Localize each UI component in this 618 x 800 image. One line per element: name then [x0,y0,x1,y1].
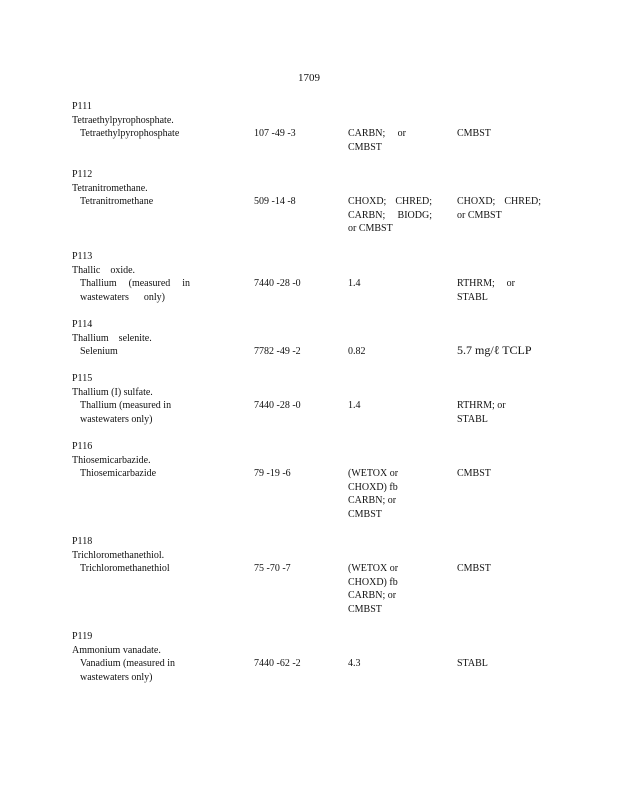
waste-name: Thallium (I) sulfate. [72,386,153,398]
waste-code: P114 [72,319,93,330]
cas-number: 7440 -28 -0 [254,278,301,289]
nonwastewater-line: STABL [457,291,488,303]
waste-name-word: oxide. [110,264,136,276]
nonwastewater-line: or [506,278,515,289]
nonwastewater-standard: CMBST [457,468,491,479]
waste-name [72,332,152,346]
nonwastewater-standard: CMBST [457,128,491,139]
constituent-line: wastewaters only) [80,413,153,425]
nonwastewater-line: or CMBST [457,209,502,221]
waste-code: P112 [72,169,93,180]
constituent-word: wastewaters [80,291,129,303]
wastewater-line: (WETOX or [348,563,399,574]
nonwastewater-standard [457,195,547,222]
nonwastewater-line: CHOXD; [457,196,496,207]
constituent-name [80,399,198,426]
nonwastewater-standard [457,399,547,426]
cas-number: 509 -14 -8 [254,196,296,207]
constituent-name: Tetraethylpyrophosphate [80,128,180,139]
waste-name-word: Thallic [72,264,101,276]
wastewater-line: CHOXD) fb [348,481,398,493]
constituent-line: Vanadium (measured in [80,658,175,669]
nonwastewater-standard: CMBST [457,563,491,574]
constituent-word: (measured [128,278,171,289]
cas-number: 7440 -28 -0 [254,400,301,411]
waste-name-word: Thallium [72,332,109,344]
cas-number: 7782 -49 -2 [254,346,301,357]
nonwastewater-line: STABL [457,413,488,425]
wastewater-standard: 1.4 [348,400,361,411]
waste-name: Tetranitromethane. [72,182,148,194]
constituent-line: wastewaters only) [80,671,153,683]
nonwastewater-line: RTHRM; or [457,400,506,411]
constituent-word: in [182,278,190,289]
wastewater-line: CARBN; or [348,590,397,601]
wastewater-line: or [397,128,406,139]
nonwastewater-standard: 5.7 mg/ℓ TCLP [457,343,532,357]
cas-number: 107 -49 -3 [254,128,296,139]
nonwastewater-line: RTHRM; [457,278,495,289]
wastewater-line: CMBST [348,141,382,153]
nonwastewater-standard: STABL [457,658,488,669]
constituent-name: Selenium [80,346,118,357]
constituent-word: Thallium [80,278,117,289]
constituent-line: Thallium (measured in [80,400,172,411]
cas-number: 79 -19 -6 [254,468,291,479]
wastewater-line: CARBN; [348,128,386,139]
page-number: 1709 [298,72,320,84]
waste-code: P118 [72,536,93,547]
wastewater-line: CHOXD; [348,196,387,207]
waste-name: Thiosemicarbazide. [72,454,151,466]
constituent-name: Trichloromethanethiol [80,563,170,574]
waste-name: Trichloromethanethiol. [72,549,165,561]
wastewater-line: CMBST [348,603,382,615]
waste-name: Tetraethylpyrophosphate. [72,114,174,126]
cas-number: 7440 -62 -2 [254,658,301,669]
wastewater-standard [348,127,438,154]
wastewater-standard [348,562,438,616]
constituent-word: only) [143,291,165,303]
wastewater-line: BIODG; [397,209,432,221]
wastewater-line: CMBST [348,508,382,520]
nonwastewater-line: CHRED; [504,196,541,207]
waste-code: P116 [72,441,93,452]
wastewater-standard: 4.3 [348,658,361,669]
constituent-name: Thiosemicarbazide [80,468,157,479]
waste-name: Ammonium vanadate. [72,644,161,656]
wastewater-line: CARBN; [348,209,386,221]
waste-code: P115 [72,373,93,384]
waste-name-word: selenite. [118,332,152,344]
wastewater-standard: 1.4 [348,278,361,289]
wastewater-line: CHRED; [395,196,432,207]
waste-code: P113 [72,251,93,262]
waste-name [72,264,135,278]
wastewater-line: or CMBST [348,223,393,234]
wastewater-line: CARBN; or [348,495,397,506]
constituent-name [80,657,198,684]
constituent-name [80,277,190,304]
wastewater-standard: 0.82 [348,346,366,357]
wastewater-line: CHOXD) fb [348,576,398,588]
waste-code: P119 [72,631,93,642]
wastewater-standard [348,195,438,236]
wastewater-standard [348,467,438,521]
constituent-name: Tetranitromethane [80,196,154,207]
wastewater-line: (WETOX or [348,468,399,479]
nonwastewater-standard [457,277,547,304]
waste-code: P111 [72,101,92,112]
cas-number: 75 -70 -7 [254,563,291,574]
